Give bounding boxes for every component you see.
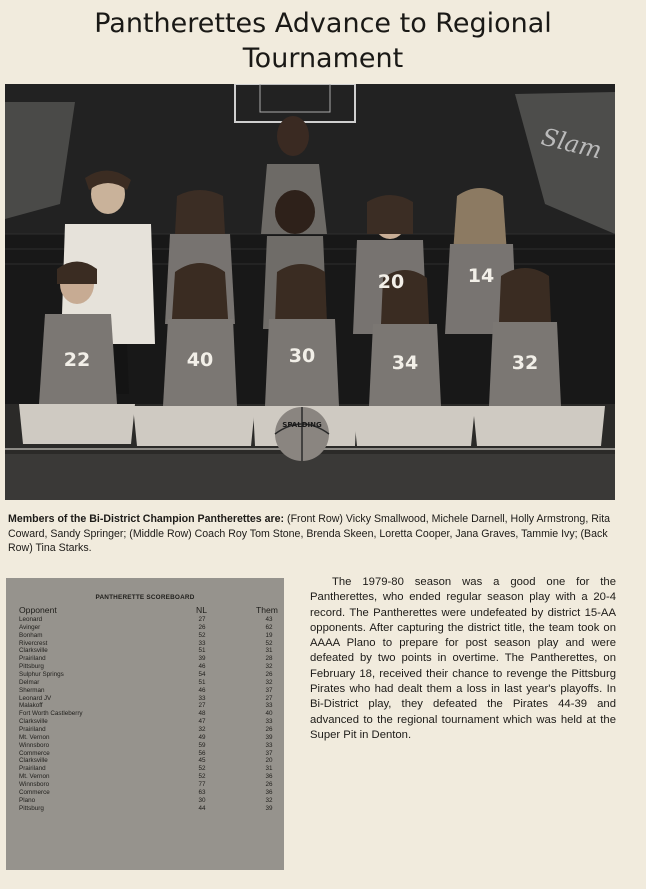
scoreboard-panel bbox=[6, 578, 284, 870]
scoreboard-row bbox=[6, 679, 284, 687]
opponent-cell: Avinger bbox=[19, 623, 41, 631]
opponent-cell: Fort Worth Castleberry bbox=[19, 710, 83, 718]
them-score-cell: 36 bbox=[265, 788, 273, 796]
headline bbox=[0, 6, 646, 76]
them-score-cell: 32 bbox=[265, 663, 273, 671]
nl-score-cell: 32 bbox=[198, 726, 206, 734]
opponent-cell: Prairiland bbox=[19, 765, 46, 773]
nl-score-cell: 63 bbox=[198, 788, 206, 796]
them-score-cell: 52 bbox=[265, 639, 273, 647]
nl-score-cell: 45 bbox=[198, 757, 206, 765]
scoreboard-row bbox=[6, 718, 284, 726]
them-score-cell: 26 bbox=[265, 726, 273, 734]
caption-lead: Members of the Bi-District Champion Pantherettes are: bbox=[8, 513, 285, 525]
nl-score-cell: 27 bbox=[198, 702, 206, 710]
opponent-cell: Commerce bbox=[19, 749, 50, 757]
nl-score-cell: 26 bbox=[198, 623, 206, 631]
scoreboard-row bbox=[6, 655, 284, 663]
opponent-cell: Delmar bbox=[19, 678, 40, 686]
opponent-cell: Mt. Vernon bbox=[19, 773, 50, 781]
nl-score-cell: 39 bbox=[198, 655, 206, 663]
scoreboard-row bbox=[6, 687, 284, 695]
opponent-cell: Prairiland bbox=[19, 655, 46, 663]
nl-score-cell: 54 bbox=[198, 671, 206, 679]
nl-score-cell: 77 bbox=[198, 781, 206, 789]
nl-score-cell: 48 bbox=[198, 710, 206, 718]
jersey-number: 32 bbox=[511, 352, 539, 374]
nl-score-cell: 49 bbox=[198, 733, 206, 741]
opponent-cell: Leonard bbox=[19, 616, 43, 623]
nl-score-cell: 59 bbox=[198, 741, 206, 749]
nl-score-cell: 30 bbox=[198, 796, 206, 804]
headline-line-1: Pantherettes Advance to Regional bbox=[94, 8, 552, 39]
nl-score-cell: 47 bbox=[198, 718, 206, 726]
them-score-cell: 33 bbox=[265, 718, 273, 726]
them-score-cell: 62 bbox=[265, 623, 273, 631]
scoreboard-row bbox=[6, 624, 284, 632]
jersey-number: 20 bbox=[377, 271, 405, 293]
nl-score-cell: 52 bbox=[198, 765, 206, 773]
scoreboard-title: PANTHERETTE SCOREBOARD bbox=[95, 594, 195, 601]
opponent-cell: Clarksville bbox=[19, 718, 48, 726]
them-score-cell: 31 bbox=[265, 647, 273, 655]
scoreboard-row bbox=[6, 789, 284, 797]
opponent-cell: Mt. Vernon bbox=[19, 733, 50, 741]
nl-score-cell: 33 bbox=[198, 639, 206, 647]
scoreboard-row bbox=[6, 695, 284, 703]
them-score-cell: 39 bbox=[265, 804, 273, 812]
scoreboard-rows bbox=[6, 616, 284, 812]
them-score-cell: 33 bbox=[265, 741, 273, 749]
scoreboard-row bbox=[6, 647, 284, 655]
team-photo-illustration bbox=[5, 84, 615, 500]
jersey-number: 40 bbox=[186, 349, 214, 371]
nl-score-cell: 51 bbox=[198, 678, 206, 686]
basketball bbox=[275, 407, 329, 461]
scoreboard-row bbox=[6, 726, 284, 734]
col-header-nl: NL bbox=[196, 605, 207, 615]
col-header-them: Them bbox=[256, 605, 278, 615]
them-score-cell: 37 bbox=[265, 749, 273, 757]
opponent-cell: Bonham bbox=[19, 631, 43, 639]
opponent-cell: Commerce bbox=[19, 788, 50, 796]
jersey-number: 14 bbox=[467, 265, 495, 287]
opponent-cell: Prairiland bbox=[19, 726, 46, 734]
scoreboard-row bbox=[6, 632, 284, 640]
opponent-cell: Leonard JV bbox=[19, 694, 52, 702]
opponent-cell: Pittsburg bbox=[19, 804, 44, 812]
them-score-cell: 37 bbox=[265, 686, 273, 694]
scoreboard-row bbox=[6, 757, 284, 765]
jersey-number: 34 bbox=[391, 352, 419, 374]
photo-caption bbox=[8, 512, 620, 556]
scoreboard-row bbox=[6, 765, 284, 773]
them-score-cell: 26 bbox=[265, 781, 273, 789]
them-score-cell: 20 bbox=[265, 757, 273, 765]
jersey-number: 30 bbox=[288, 345, 316, 367]
headline-line-2: Tournament bbox=[242, 43, 404, 74]
nl-score-cell: 56 bbox=[198, 749, 206, 757]
them-score-cell: 32 bbox=[265, 796, 273, 804]
scoreboard-row bbox=[6, 640, 284, 648]
banner-text: Slam bbox=[538, 122, 605, 165]
nl-score-cell: 44 bbox=[198, 804, 206, 812]
scoreboard-row bbox=[6, 671, 284, 679]
opponent-cell: Clarksville bbox=[19, 757, 48, 765]
them-score-cell: 36 bbox=[265, 773, 273, 781]
opponent-cell: Clarksville bbox=[19, 647, 48, 655]
opponent-cell: Sherman bbox=[19, 686, 45, 694]
opponent-cell: Winnsboro bbox=[19, 741, 50, 749]
opponent-cell: Malakoff bbox=[19, 702, 43, 710]
them-score-cell: 40 bbox=[265, 710, 273, 718]
scoreboard-row bbox=[6, 742, 284, 750]
nl-score-cell: 51 bbox=[198, 647, 206, 655]
scoreboard-row bbox=[6, 797, 284, 805]
opponent-cell: Pittsburg bbox=[19, 663, 44, 671]
scoreboard-row bbox=[6, 773, 284, 781]
them-score-cell: 28 bbox=[265, 655, 273, 663]
nl-score-cell: 46 bbox=[198, 686, 206, 694]
nl-score-cell: 33 bbox=[198, 694, 206, 702]
opponent-cell: Winnsboro bbox=[19, 781, 50, 789]
them-score-cell: 39 bbox=[265, 733, 273, 741]
them-score-cell: 33 bbox=[265, 702, 273, 710]
scoreboard-row bbox=[6, 663, 284, 671]
jersey-number: 22 bbox=[63, 349, 91, 371]
scoreboard-row bbox=[6, 702, 284, 710]
opponent-cell: Rivercrest bbox=[19, 639, 48, 647]
them-score-cell: 27 bbox=[265, 694, 273, 702]
scoreboard-row bbox=[6, 805, 284, 813]
opponent-cell: Sulphur Springs bbox=[19, 671, 64, 679]
opponent-cell: Plano bbox=[19, 796, 36, 804]
nl-score-cell: 46 bbox=[198, 663, 206, 671]
scoreboard-row bbox=[6, 710, 284, 718]
nl-score-cell: 52 bbox=[198, 631, 206, 639]
team-photo bbox=[5, 84, 615, 500]
them-score-cell: 19 bbox=[265, 631, 273, 639]
nl-score-cell: 52 bbox=[198, 773, 206, 781]
col-header-opponent: Opponent bbox=[19, 605, 57, 615]
them-score-cell: 32 bbox=[265, 678, 273, 686]
scoreboard-row bbox=[6, 616, 284, 624]
story-text: The 1979-80 season was a good one for the Pantherettes, who ended regular season play with a 20-4 record. The Pantherettes were undefeated by district 15-AA opponents. After capturing the district title, the team took on AAAA Plano to prepare for post season play and were defeated by two points in overtime. The Pantherettes, on February 18, received their chance to revenge the Pittsburg Pirates who had dealt them a loss in last year's playoffs. In Bi-District play, they defeated the Pirates 44-39 and advanced to the regional tournament which was held at the Super Pit in Denton. bbox=[310, 576, 616, 741]
them-score-cell: 26 bbox=[265, 671, 273, 679]
scoreboard-row bbox=[6, 750, 284, 758]
ball-text: SPALDING bbox=[282, 421, 322, 429]
them-score-cell: 31 bbox=[265, 765, 273, 773]
them-score-cell: 43 bbox=[265, 616, 273, 623]
caption-names: (Front Row) Vicky Smallwood, Michele Darnell, Holly Armstrong, Rita Coward, Sandy Springer; (Middle Row) Coach Roy Tom Stone, Brenda Skeen, Loretta Cooper, Jana Graves, Tammie Ivy; (Back Row) Tina Starks. bbox=[8, 513, 611, 555]
scoreboard-row bbox=[6, 781, 284, 789]
nl-score-cell: 27 bbox=[198, 616, 206, 623]
scoreboard-row bbox=[6, 734, 284, 742]
